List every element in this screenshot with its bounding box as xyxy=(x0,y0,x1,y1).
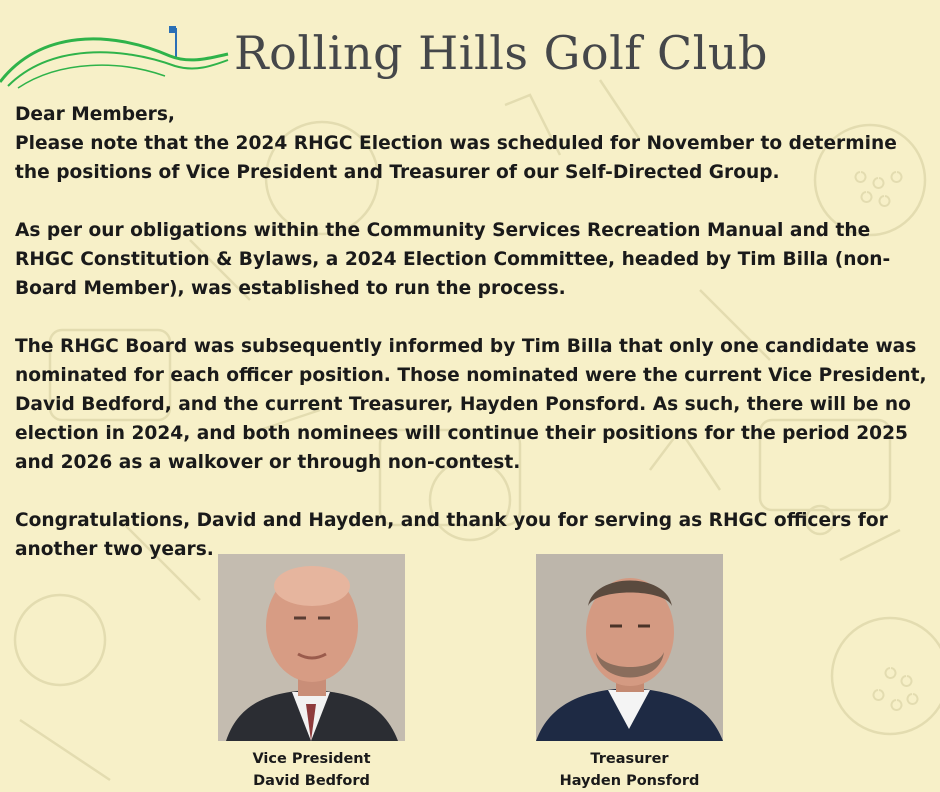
officer-name: David Bedford xyxy=(253,773,370,789)
letter-paragraph xyxy=(15,216,930,303)
officer-role: Vice President xyxy=(252,751,371,767)
greeting: Dear Members, xyxy=(15,104,175,125)
letter-line: the positions of Vice President and Treasurer of our Self-Directed Group. xyxy=(15,162,780,183)
header xyxy=(0,0,940,100)
letter-line: Congratulations, David and Hayden, and thank you for serving as RHGC officers for xyxy=(15,510,888,531)
letter-body xyxy=(15,100,930,564)
portrait-photo-icon xyxy=(536,554,723,741)
letter-line: RHGC Constitution & Bylaws, a 2024 Election Committee, headed by Tim Billa (non- xyxy=(15,249,891,270)
letter-line: another two years. xyxy=(15,539,214,560)
letter-line: David Bedford, and the current Treasurer, Hayden Ponsford. As such, there will be no xyxy=(15,394,911,415)
portrait-photo-icon xyxy=(218,554,405,741)
golf-flag-wave-icon xyxy=(0,20,230,90)
letter-paragraph xyxy=(15,506,930,564)
letter-line: election in 2024, and both nominees will continue their positions for the period 2025 xyxy=(15,423,908,444)
greeting-paragraph xyxy=(15,100,930,187)
letter-line: Please note that the 2024 RHGC Election was scheduled for November to determine xyxy=(15,133,897,154)
letter-line: The RHGC Board was subsequently informed by Tim Billa that only one candidate was xyxy=(15,336,917,357)
letter-line: As per our obligations within the Community Services Recreation Manual and the xyxy=(15,220,871,241)
officer-role: Treasurer xyxy=(590,751,669,767)
treasurer-photo xyxy=(536,554,723,741)
letter-line: and 2026 as a walkover or through non-contest. xyxy=(15,452,521,473)
treasurer-caption xyxy=(536,748,723,792)
letter-paragraph xyxy=(15,332,930,477)
vice-president-photo xyxy=(218,554,405,741)
letter-line: nominated for each officer position. Those nominated were the current Vice President, xyxy=(15,365,927,386)
vice-president-caption xyxy=(218,748,405,792)
officer-name: Hayden Ponsford xyxy=(559,773,700,789)
club-name: Rolling Hills Golf Club xyxy=(234,26,768,80)
letter-line: Board Member), was established to run the process. xyxy=(15,278,566,299)
